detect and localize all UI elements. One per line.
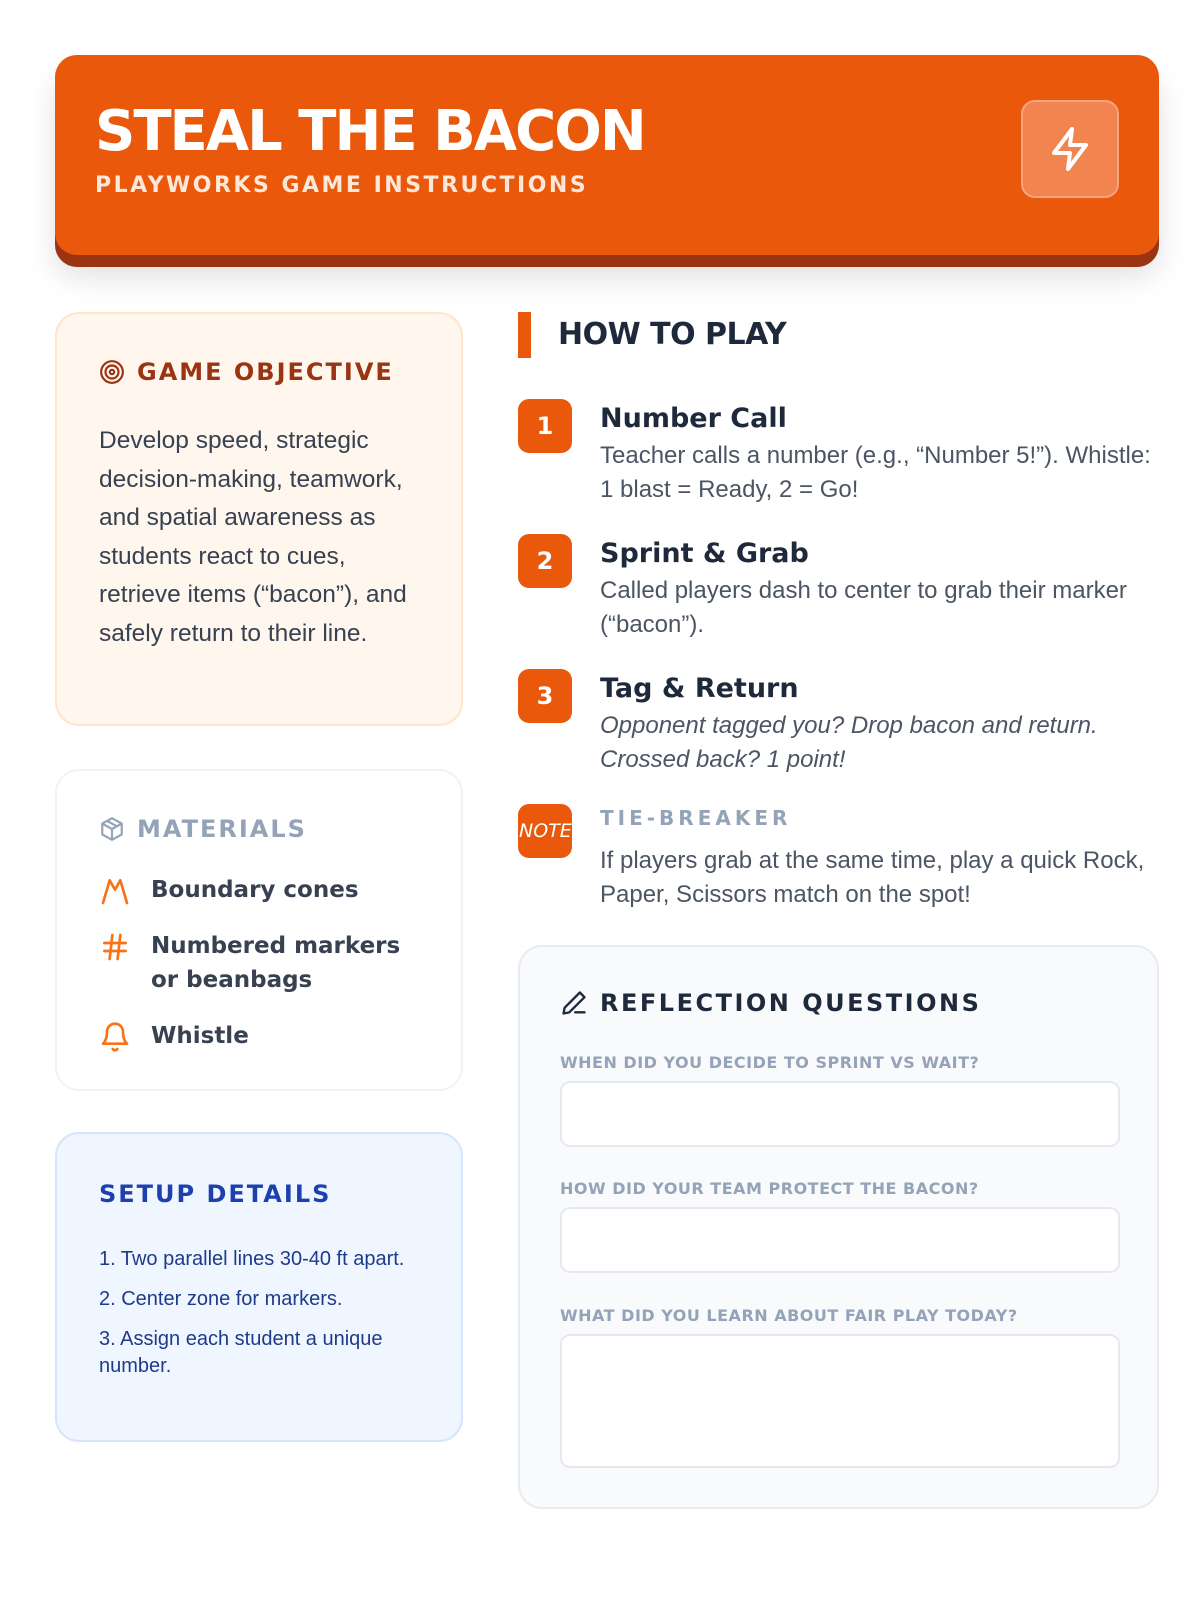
step-3 [518, 669, 1163, 779]
step-description: Opponent tagged you? Drop bacon and return. Crossed back? 1 point! [600, 712, 1098, 773]
cone-icon [99, 875, 131, 907]
page-subtitle: PLAYWORKS GAME INSTRUCTIONS [95, 173, 589, 198]
lightning-icon [1046, 125, 1094, 173]
lightning-button[interactable] [1021, 100, 1119, 198]
step-description: Teacher calls a number (e.g., “Number 5!”). Whistle: 1 blast = Ready, 2 = Go! [600, 442, 1151, 503]
setup-heading [99, 1180, 331, 1208]
hash-icon [99, 931, 131, 963]
objective-heading-text: GAME OBJECTIVE [137, 358, 394, 386]
box-icon [99, 816, 125, 842]
reflection-card [518, 945, 1159, 1509]
tie-breaker-note [518, 804, 1163, 914]
answer-input-sprint[interactable] [560, 1081, 1120, 1147]
answer-input-protect[interactable] [560, 1207, 1120, 1273]
materials-card [55, 769, 463, 1091]
materials-heading [99, 815, 307, 843]
list-item [99, 873, 429, 907]
target-icon [99, 359, 125, 385]
objective-card [55, 312, 463, 726]
step-2 [518, 534, 1163, 644]
list-item: 2. Center zone for markers. [99, 1288, 343, 1310]
note-kicker: TIE-BREAKER [600, 806, 792, 830]
how-to-play-heading: HOW TO PLAY [558, 317, 787, 352]
step-number-badge: 1 [518, 399, 572, 453]
objective-text: Develop speed, strategic decision-making, teamwork, and spatial awareness as students react to cues, retrieve items (“bacon”), and safely return to their line. [99, 427, 407, 647]
page-title: STEAL THE BACON [95, 99, 645, 164]
setup-card [55, 1132, 463, 1442]
pencil-icon [560, 989, 588, 1017]
setup-heading-text: SETUP DETAILS [99, 1180, 332, 1208]
question-label: WHEN DID YOU DECIDE TO SPRINT VS WAIT? [560, 1053, 980, 1072]
material-label: Numbered markers or beanbags [151, 933, 401, 993]
bell-icon [99, 1021, 131, 1053]
list-item [99, 1019, 429, 1053]
material-label: Boundary cones [151, 877, 359, 903]
step-title: Sprint & Grab [600, 538, 809, 569]
step-number-badge: 3 [518, 669, 572, 723]
section-accent-bar [518, 312, 531, 358]
material-label: Whistle [151, 1023, 249, 1049]
answer-input-fair-play[interactable] [560, 1334, 1120, 1468]
step-title: Number Call [600, 403, 787, 434]
reflection-heading [560, 989, 981, 1017]
list-item: 3. Assign each student a unique number. [99, 1328, 383, 1377]
list-item: 1. Two parallel lines 30-40 ft apart. [99, 1248, 405, 1270]
step-1 [518, 399, 1163, 509]
materials-heading-text: MATERIALS [137, 815, 307, 843]
reflection-heading-text: REFLECTION QUESTIONS [600, 989, 982, 1017]
question-label: WHAT DID YOU LEARN ABOUT FAIR PLAY TODAY? [560, 1306, 1018, 1325]
step-title: Tag & Return [600, 673, 799, 704]
step-description: Called players dash to center to grab their marker (“bacon”). [600, 577, 1127, 638]
objective-heading [99, 358, 394, 386]
note-description: If players grab at the same time, play a quick Rock, Paper, Scissors match on the spot! [600, 847, 1145, 908]
materials-list [99, 873, 429, 1075]
list-item [99, 929, 429, 997]
question-label: HOW DID YOUR TEAM PROTECT THE BACON? [560, 1179, 979, 1198]
page-header [55, 55, 1159, 255]
step-number-badge: 2 [518, 534, 572, 588]
note-badge: NOTE [518, 804, 572, 858]
setup-list [99, 1246, 429, 1393]
